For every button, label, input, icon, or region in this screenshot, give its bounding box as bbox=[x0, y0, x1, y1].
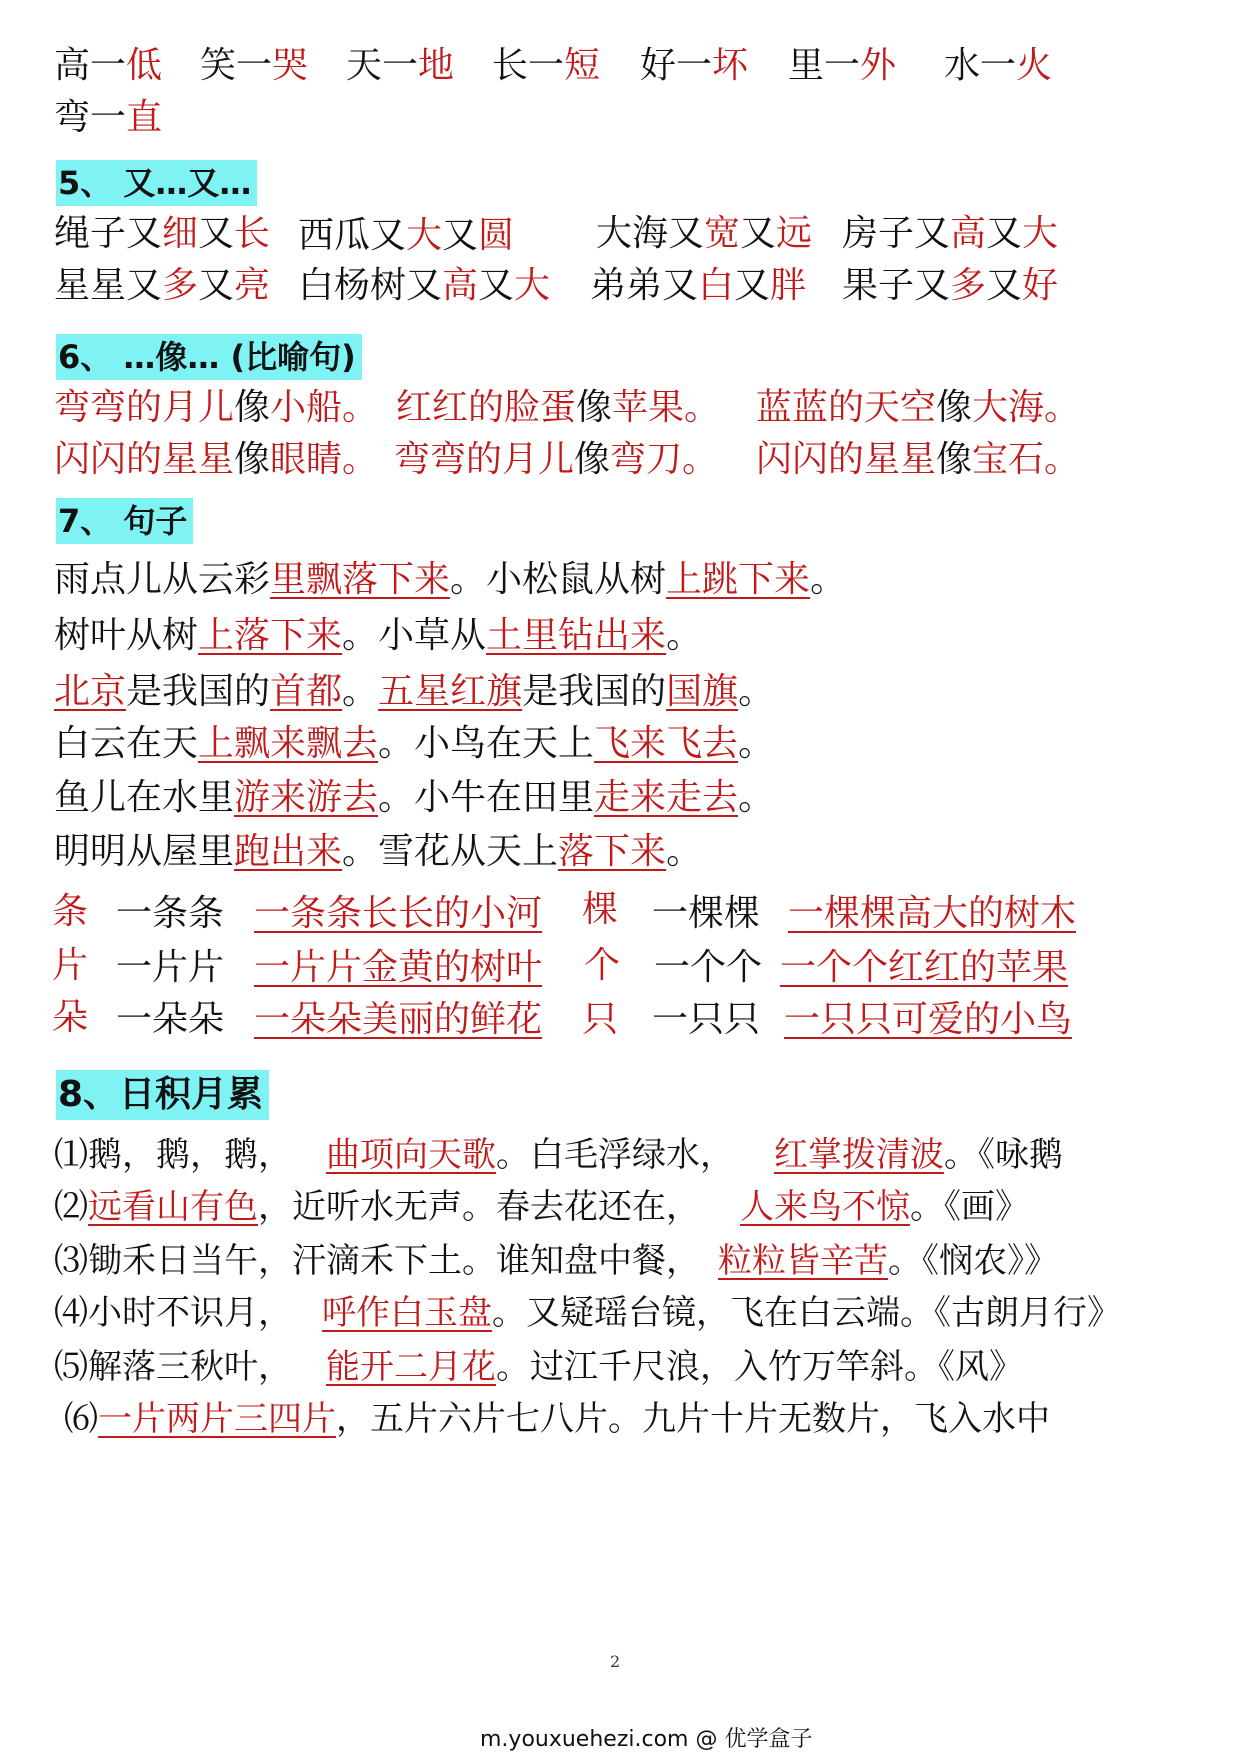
measure-word: 只 bbox=[582, 999, 619, 1040]
you-you-phrase: 大海又宽又远 bbox=[596, 213, 813, 254]
poem-line: ⑷小时不识月， 呼作白玉盘。又疑瑶台镜，飞在白云端。《古朗月行》 bbox=[54, 1293, 1121, 1333]
antonym-pair: 笑一哭 bbox=[200, 45, 309, 86]
measure-repeat: 一个个 bbox=[654, 947, 763, 988]
measure-repeat: 一朵朵 bbox=[116, 999, 225, 1040]
you-you-phrase: 西瓜又大又圆 bbox=[298, 215, 515, 256]
antonym-pair: 长一短 bbox=[492, 45, 601, 86]
you-you-phrase: 房子又高又大 bbox=[842, 213, 1059, 254]
sentence-line: 鱼儿在水里游来游去。小牛在田里走来走去。 bbox=[54, 777, 775, 818]
measure-phrase: 一条条长长的小河 bbox=[254, 893, 543, 934]
measure-repeat: 一片片 bbox=[116, 947, 225, 988]
measure-word: 朵 bbox=[52, 997, 89, 1038]
measure-phrase: 一棵棵高大的树木 bbox=[788, 893, 1077, 934]
measure-phrase: 一个个红红的苹果 bbox=[780, 947, 1069, 988]
measure-word: 个 bbox=[584, 945, 621, 986]
simile-sentence: 弯弯的月儿像小船。 bbox=[54, 387, 379, 428]
poem-line: ⑹一片两片三四片，五片六片七八片。九片十片无数片，飞入水中 bbox=[64, 1399, 1050, 1439]
measure-repeat: 一条条 bbox=[116, 893, 225, 934]
simile-sentence: 弯弯的月儿像弯刀。 bbox=[394, 439, 719, 480]
antonym-pair: 水一火 bbox=[944, 45, 1053, 86]
you-you-phrase: 星星又多又亮 bbox=[54, 265, 271, 306]
section-7-heading: 7、 句子 bbox=[56, 498, 193, 544]
simile-sentence: 红红的脸蛋像苹果。 bbox=[396, 387, 721, 428]
measure-word: 条 bbox=[52, 891, 89, 932]
footer-watermark: m.youxuehezi.com @ 优学盒子 bbox=[480, 1727, 813, 1752]
antonym-pair: 弯一直 bbox=[54, 97, 163, 138]
simile-sentence: 蓝蓝的天空像大海。 bbox=[756, 387, 1081, 428]
section-5-heading: 5、 又…又… bbox=[56, 160, 257, 206]
simile-sentence: 闪闪的星星像眼睛。 bbox=[54, 439, 379, 480]
antonym-pair: 高一低 bbox=[54, 45, 163, 86]
page-number: 2 bbox=[610, 1652, 621, 1671]
you-you-phrase: 绳子又细又长 bbox=[54, 213, 271, 254]
measure-repeat: 一只只 bbox=[652, 999, 761, 1040]
poem-line: ⑵远看山有色，近听水无声。春去花还在， 人来鸟不惊。《画》 bbox=[54, 1187, 1029, 1227]
sentence-line: 北京是我国的首都。五星红旗是我国的国旗。 bbox=[54, 671, 775, 712]
section-6-heading: 6、 …像… (比喻句) bbox=[56, 334, 362, 380]
antonym-pair: 天一地 bbox=[346, 45, 455, 86]
sentence-line: 树叶从树上落下来。小草从土里钻出来。 bbox=[54, 615, 703, 656]
you-you-phrase: 白杨树又高又大 bbox=[298, 265, 551, 306]
sentence-line: 雨点儿从云彩里飘落下来。小松鼠从树上跳下来。 bbox=[54, 559, 847, 600]
poem-line: ⑸解落三秋叶， 能开二月花。过江千尺浪，入竹万竿斜。《风》 bbox=[54, 1347, 1023, 1387]
measure-phrase: 一片片金黄的树叶 bbox=[254, 947, 543, 988]
poem-line: ⑶锄禾日当午，汗滴禾下土。谁知盘中餐， 粒粒皆辛苦。《悯农》》 bbox=[54, 1241, 1058, 1281]
sentence-line: 明明从屋里跑出来。雪花从天上落下来。 bbox=[54, 831, 703, 872]
sentence-line: 白云在天上飘来飘去。小鸟在天上飞来飞去。 bbox=[54, 723, 775, 764]
you-you-phrase: 弟弟又白又胖 bbox=[590, 265, 807, 306]
measure-repeat: 一棵棵 bbox=[652, 893, 761, 934]
antonym-pair: 好一坏 bbox=[640, 45, 749, 86]
simile-sentence: 闪闪的星星像宝石。 bbox=[756, 439, 1081, 480]
measure-word: 棵 bbox=[582, 889, 619, 930]
measure-word: 片 bbox=[52, 945, 89, 986]
measure-phrase: 一朵朵美丽的鲜花 bbox=[254, 999, 543, 1040]
section-8-heading: 8、日积月累 bbox=[56, 1070, 269, 1120]
you-you-phrase: 果子又多又好 bbox=[842, 265, 1059, 306]
poem-line: ⑴鹅，鹅，鹅， 曲项向天歌。白毛浮绿水， 红掌拨清波。《咏鹅 bbox=[54, 1135, 1063, 1175]
antonym-pair: 里一外 bbox=[788, 45, 897, 86]
measure-phrase: 一只只可爱的小鸟 bbox=[784, 999, 1073, 1040]
